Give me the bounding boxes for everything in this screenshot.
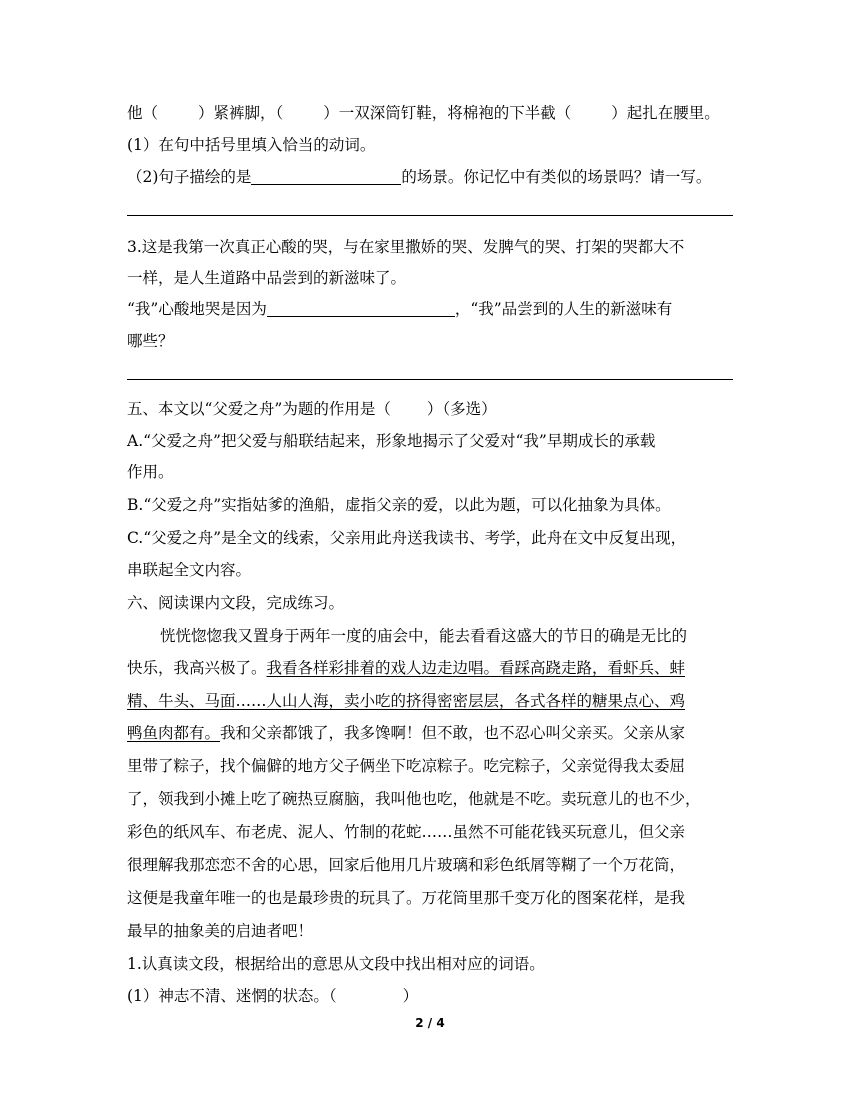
- underlined-text: 我看各样彩排着的戏人边走边唱。看踩高跷走路，看虾兵、蚌: [266, 659, 686, 677]
- text: （2)句子描绘的是: [127, 168, 252, 186]
- text: “我”心酸地哭是因为: [127, 300, 267, 318]
- text: ）（多选）: [426, 400, 497, 418]
- passage-line: 这便是我童年唯一的也是最珍贵的玩具了。万花筒里那千变万化的图案花样，是我: [127, 889, 686, 907]
- text: ）一双深筒钉鞋，将棉袍的下半截（: [323, 104, 572, 122]
- q4-item3-line3: [127, 298, 737, 320]
- q5-option-a-line2: 作用。: [127, 463, 174, 481]
- q4-item3-line2: 一样，是人生道路中品尝到的新滋味了。: [127, 269, 407, 287]
- q5-option-b: B.“父爱之舟”实指姑爹的渔船，虚指父亲的爱，以此为题，可以化抽象为具体。: [127, 496, 671, 514]
- text: 快乐，我高兴极了。: [127, 659, 267, 677]
- text: ）起扎在腰里。: [611, 104, 720, 122]
- q6-title: 六、阅读课内文段，完成练习。: [127, 594, 345, 612]
- answer-line[interactable]: [127, 215, 733, 216]
- passage-line: 最早的抽象美的启迪者吧！: [127, 922, 314, 940]
- passage-line: [127, 657, 737, 679]
- q5-title: [127, 398, 737, 420]
- q5-option-c-line2: 串联起全文内容。: [127, 561, 252, 579]
- underlined-text: 鸭鱼肉都有。: [127, 724, 221, 742]
- text: 的场景。你记忆中有类似的场景吗？请一写。: [401, 168, 712, 186]
- text: (1）神志不清、迷惘的状态。（: [127, 987, 337, 1005]
- text: ，“我”品尝到的人生的新滋味有: [454, 300, 673, 318]
- q6-task1-sub1: [127, 985, 737, 1007]
- q4-sentence: [127, 102, 737, 124]
- text: ）: [402, 987, 419, 1005]
- q4-sub1: (1）在句中括号里填入恰当的动词。: [127, 136, 376, 154]
- passage-line: 彩色的纸风车、布老虎、泥人、竹制的花蛇……虽然不可能花钱买玩意儿，但父亲: [127, 823, 686, 841]
- page-number: 2 / 4: [415, 1016, 445, 1030]
- text: 他（: [127, 104, 159, 122]
- q5-option-c-line1: C.“父爱之舟”是全文的线索，父亲用此舟送我读书、考学，此舟在文中反复出现，: [127, 529, 687, 547]
- text: 五、本文以“父爱之舟”为题的作用是（: [127, 400, 391, 418]
- answer-blank[interactable]: [267, 300, 455, 317]
- q4-sub2: [127, 166, 737, 188]
- q6-task1: 1.认真读文段，根据给出的意思从文段中找出相对应的词语。: [127, 955, 545, 973]
- passage-line: 恍恍惚惚我又置身于两年一度的庙会中，能去看看这盛大的节日的确是无比的: [160, 627, 688, 645]
- passage-line-underlined: 精、牛头、马面……人山人海，卖小吃的挤得密密层层，各式各样的糖果点心、鸡: [127, 692, 686, 710]
- q5-option-a-line1: A.“父爱之舟”把父爱与船联结起来，形象地揭示了父爱对“我”早期成长的承载: [127, 432, 656, 450]
- answer-blank[interactable]: [251, 168, 401, 185]
- text: 我和父亲都饿了，我多馋啊！但不敢，也不忍心叫父亲买。父亲从家: [220, 724, 686, 742]
- q4-item3-line4: 哪些？: [127, 332, 174, 350]
- text: ）紧裤脚，（: [198, 104, 284, 122]
- q4-item3-line1: 3.这是我第一次真正心酸的哭，与在家里撒娇的哭、发脾气的哭、打架的哭都大不: [127, 238, 685, 256]
- passage-line: 很理解我那恋恋不舍的心思，回家后他用几片玻璃和彩色纸屑等糊了一个万花筒，: [127, 856, 686, 874]
- passage-line: 了，领我到小摊上吃了碗热豆腐脑，我叫他也吃，他就是不吃。卖玩意儿的也不少，: [127, 790, 701, 808]
- passage-line: [127, 722, 737, 744]
- passage-line: 里带了粽子，找个偏僻的地方父子俩坐下吃凉粽子。吃完粽子，父亲觉得我太委屈: [127, 757, 686, 775]
- answer-line[interactable]: [127, 379, 733, 380]
